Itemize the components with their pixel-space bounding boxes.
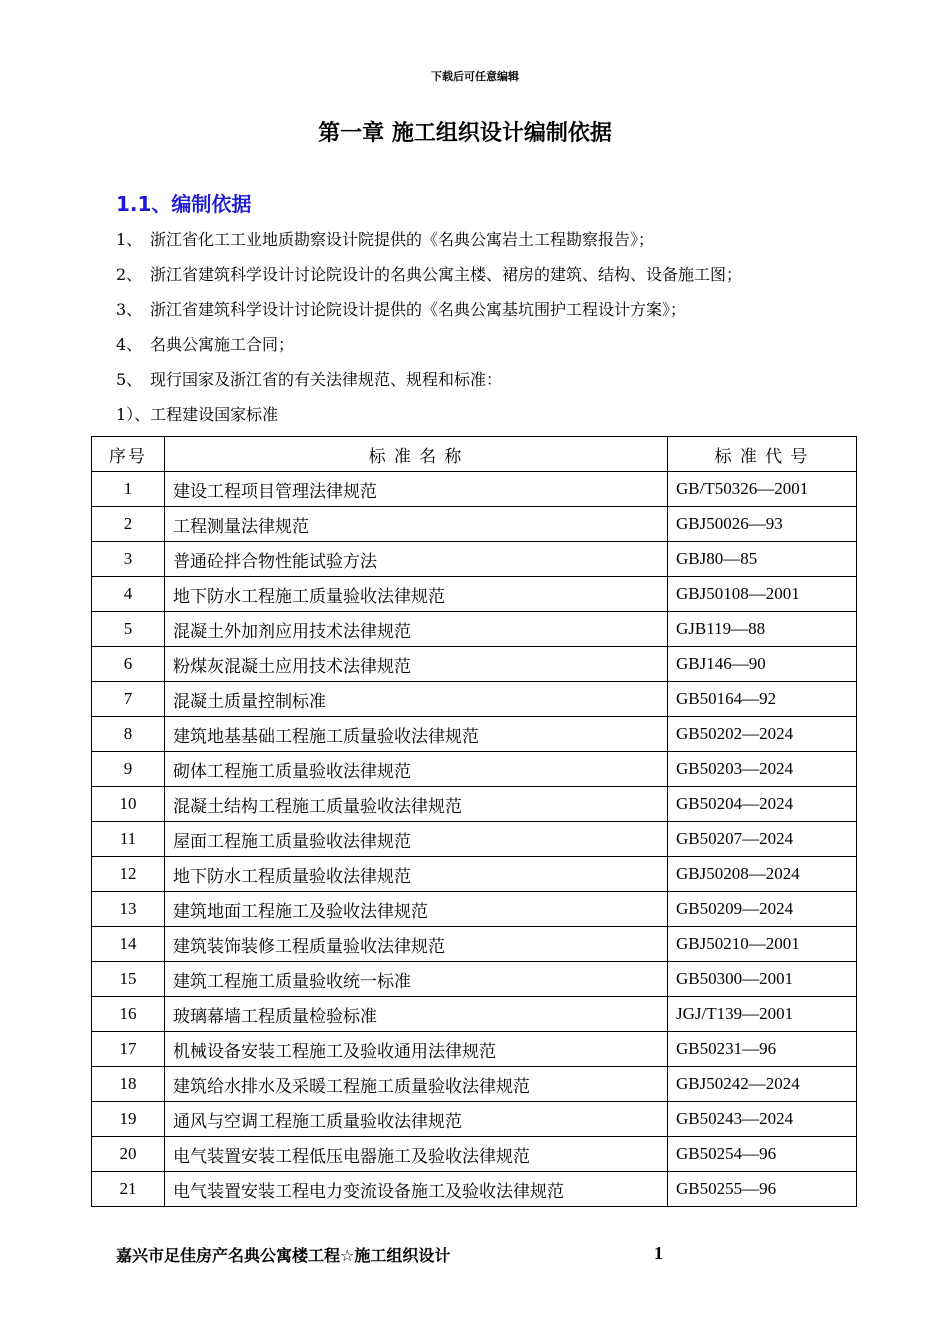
cell-name: 玻璃幕墙工程质量检验标准 xyxy=(165,997,668,1032)
cell-name: 建筑地面工程施工及验收法律规范 xyxy=(165,892,668,927)
cell-name: 粉煤灰混凝土应用技术法律规范 xyxy=(165,647,668,682)
cell-no: 17 xyxy=(92,1032,165,1067)
table-row xyxy=(92,507,857,542)
table-row xyxy=(92,1137,857,1172)
cell-name: 建设工程项目管理法律规范 xyxy=(165,472,668,507)
cell-name: 电气装置安装工程低压电器施工及验收法律规范 xyxy=(165,1137,668,1172)
cell-code: GB50254—96 xyxy=(668,1137,857,1172)
basis-item-text: 名典公寓施工合同； xyxy=(150,335,295,354)
cell-no: 6 xyxy=(92,647,165,682)
header-no: 序号 xyxy=(92,437,165,472)
cell-name: 建筑给水排水及采暖工程施工质量验收法律规范 xyxy=(165,1067,668,1102)
basis-item xyxy=(116,368,742,403)
table-row xyxy=(92,612,857,647)
cell-code: GB50202—2024 xyxy=(668,717,857,752)
cell-name: 混凝土外加剂应用技术法律规范 xyxy=(165,612,668,647)
cell-name: 混凝土结构工程施工质量验收法律规范 xyxy=(165,787,668,822)
cell-name: 工程测量法律规范 xyxy=(165,507,668,542)
cell-no: 13 xyxy=(92,892,165,927)
cell-no: 10 xyxy=(92,787,165,822)
footer-text: 嘉兴市足佳房产名典公寓楼工程☆施工组织设计 xyxy=(116,1246,451,1265)
cell-no: 1 xyxy=(92,472,165,507)
table-row xyxy=(92,1032,857,1067)
cell-code: GB50255—96 xyxy=(668,1172,857,1207)
basis-item xyxy=(116,228,742,263)
section-heading: 1.1、编制依据 xyxy=(116,192,252,216)
cell-code: GBJ146—90 xyxy=(668,647,857,682)
cell-code: GB50231—96 xyxy=(668,1032,857,1067)
cell-no: 15 xyxy=(92,962,165,997)
subheading: 1）、工程建设国家标准 xyxy=(116,405,279,424)
cell-code: GB50164—92 xyxy=(668,682,857,717)
cell-code: GB50300—2001 xyxy=(668,962,857,997)
cell-name: 地下防水工程施工质量验收法律规范 xyxy=(165,577,668,612)
cell-name: 机械设备安装工程施工及验收通用法律规范 xyxy=(165,1032,668,1067)
header-code: 标 准 代 号 xyxy=(668,437,857,472)
cell-code: GJB119—88 xyxy=(668,612,857,647)
table-row xyxy=(92,577,857,612)
cell-no: 3 xyxy=(92,542,165,577)
table-body xyxy=(92,472,857,1207)
basis-item-number: 3、 xyxy=(116,300,143,319)
table-row xyxy=(92,892,857,927)
cell-no: 16 xyxy=(92,997,165,1032)
cell-name: 地下防水工程质量验收法律规范 xyxy=(165,857,668,892)
table-row xyxy=(92,752,857,787)
cell-code: GBJ50208—2024 xyxy=(668,857,857,892)
cell-name: 普通砼拌合物性能试验方法 xyxy=(165,542,668,577)
cell-code: GB50204—2024 xyxy=(668,787,857,822)
cell-no: 18 xyxy=(92,1067,165,1102)
basis-item-number: 4、 xyxy=(116,335,143,354)
cell-name: 混凝土质量控制标准 xyxy=(165,682,668,717)
cell-no: 21 xyxy=(92,1172,165,1207)
cell-code: JGJ/T139—2001 xyxy=(668,997,857,1032)
cell-no: 11 xyxy=(92,822,165,857)
cell-code: GB50207—2024 xyxy=(668,822,857,857)
cell-code: GBJ50026—93 xyxy=(668,507,857,542)
basis-item-number: 5、 xyxy=(116,370,143,389)
table-header-row xyxy=(92,437,857,472)
cell-no: 19 xyxy=(92,1102,165,1137)
table-row xyxy=(92,1102,857,1137)
chapter-title: 第一章 施工组织设计编制依据 xyxy=(318,121,612,146)
table-row xyxy=(92,542,857,577)
cell-code: GB50203—2024 xyxy=(668,752,857,787)
cell-no: 8 xyxy=(92,717,165,752)
header-note: 下载后可任意编辑 xyxy=(431,70,519,83)
header-name: 标 准 名 称 xyxy=(165,437,668,472)
cell-code: GB50209—2024 xyxy=(668,892,857,927)
cell-name: 电气装置安装工程电力变流设备施工及验收法律规范 xyxy=(165,1172,668,1207)
table-row xyxy=(92,1067,857,1102)
basis-item xyxy=(116,333,742,368)
basis-item xyxy=(116,298,742,333)
cell-code: GBJ50242—2024 xyxy=(668,1067,857,1102)
table-row xyxy=(92,1172,857,1207)
basis-list xyxy=(116,228,742,438)
standards-table xyxy=(91,436,857,1207)
table-row xyxy=(92,997,857,1032)
basis-item-text: 浙江省建筑科学设计讨论院设计的名典公寓主楼、裙房的建筑、结构、设备施工图； xyxy=(150,265,743,284)
page-number: 1 xyxy=(654,1243,663,1263)
basis-item-number: 1、 xyxy=(116,230,143,249)
table-row xyxy=(92,927,857,962)
table-row xyxy=(92,682,857,717)
table-row xyxy=(92,962,857,997)
cell-no: 5 xyxy=(92,612,165,647)
cell-no: 12 xyxy=(92,857,165,892)
cell-no: 9 xyxy=(92,752,165,787)
cell-name: 建筑地基基础工程施工质量验收法律规范 xyxy=(165,717,668,752)
table-row xyxy=(92,787,857,822)
cell-no: 2 xyxy=(92,507,165,542)
table-row xyxy=(92,822,857,857)
table-row xyxy=(92,472,857,507)
cell-no: 4 xyxy=(92,577,165,612)
cell-name: 建筑工程施工质量验收统一标准 xyxy=(165,962,668,997)
cell-code: GBJ50210—2001 xyxy=(668,927,857,962)
cell-name: 建筑装饰装修工程质量验收法律规范 xyxy=(165,927,668,962)
cell-no: 20 xyxy=(92,1137,165,1172)
basis-item-text: 现行国家及浙江省的有关法律规范、规程和标准： xyxy=(150,370,503,389)
cell-no: 7 xyxy=(92,682,165,717)
basis-item-number: 2、 xyxy=(116,265,143,284)
basis-item-text: 浙江省建筑科学设计讨论院设计提供的《名典公寓基坑围护工程设计方案》； xyxy=(150,300,687,319)
cell-code: GB50243—2024 xyxy=(668,1102,857,1137)
basis-item xyxy=(116,263,742,298)
cell-name: 砌体工程施工质量验收法律规范 xyxy=(165,752,668,787)
cell-no: 14 xyxy=(92,927,165,962)
cell-name: 屋面工程施工质量验收法律规范 xyxy=(165,822,668,857)
cell-name: 通风与空调工程施工质量验收法律规范 xyxy=(165,1102,668,1137)
cell-code: GBJ80—85 xyxy=(668,542,857,577)
table-row xyxy=(92,717,857,752)
basis-item-text: 浙江省化工工业地质勘察设计院提供的《名典公寓岩土工程勘察报告》； xyxy=(150,230,655,249)
table-row xyxy=(92,857,857,892)
cell-code: GBJ50108—2001 xyxy=(668,577,857,612)
table-row xyxy=(92,647,857,682)
cell-code: GB/T50326—2001 xyxy=(668,472,857,507)
